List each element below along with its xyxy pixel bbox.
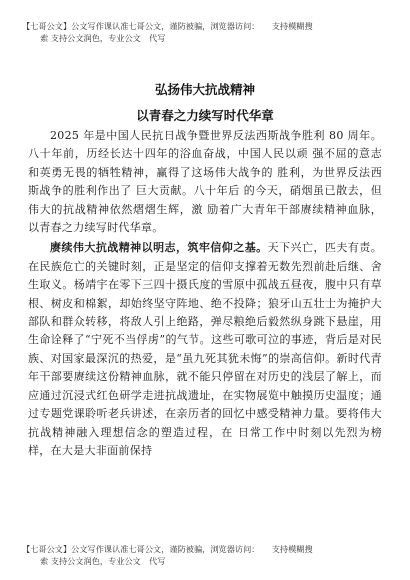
footer-line-2: 索 支持公文润色，专业公文 代写 [40,556,166,566]
document-body [28,127,382,460]
paragraph-2-text: 天下兴亡，匹夫有责。在民族危亡的关键时刻，正是坚定的信仰支撑着无数先烈前赴后继、舍生取义。杨靖宇在零下三四十摄氏度的雪原中孤战五昼夜，腹中只有草根、树皮和棉絮，却始终坚守阵地、绝不投降；狼牙山五壮士为掩护大部队和群众转移，将敌人引上绝路，弹尽粮绝后毅然纵身跳下悬崖，用生命诠释了“宁死不当俘虏”的气节。这些可歌可泣的事迹，背后是对民族、对国家最深沉的热爱，是“虽九死其犹未悔”的崇高信仰。新时代青年干部要赓续这份精神血脉，就不能只停留在对历史的浅层了解上，而应通过沉浸式红色研学走进抗战遗址，在实物展览中触摸历史温度；通过专题党课聆听老兵讲述，在亲历者的回忆中感受精神力量。要将伟大抗战精神融入理想信念的塑造过程，在 日常工作中时刻以先烈为榜样，在大是大非面前保持 [28,241,383,457]
paragraph-2-heading: 赓续伟大抗战精神以明志，筑牢信仰之基。 [50,241,268,255]
page-header [22,20,388,44]
header-line-1: 【七哥公文】公文写作课认准七哥公文，谨防被骗，浏览器访问： 支持模糊搜 [22,21,313,31]
title-block [22,80,388,126]
page-footer [22,543,388,567]
paragraph-1: 2025 年是中国人民抗日战争暨世界反法西斯战争胜利 80 周年。八十年前，历经长达十四年的浴血奋战，中国人民以顽 强不屈的意志和英勇无畏的牺牲精神，赢得了这场伟大战争的 胜利，为世界反法西斯战争的胜利作出了 巨大贡献。八十年后 的今天，硝烟虽已散去，但伟大的抗战精神依然熠熠生辉，激 励着广大青年干部赓续精神血脉， 以青春之力续写时代华章。 [28,129,382,235]
footer-line-1: 【七哥公文】公文写作课认准七哥公文，谨防被骗，浏览器访问： 支持模糊搜 [22,544,313,554]
paragraph-2 [28,239,382,460]
document-subtitle: 以青春之力续写时代华章 [136,108,274,123]
document-title: 弘扬伟大抗战精神 [154,82,255,97]
header-line-2: 索 支持公文润色，专业公文 代写 [40,33,166,43]
